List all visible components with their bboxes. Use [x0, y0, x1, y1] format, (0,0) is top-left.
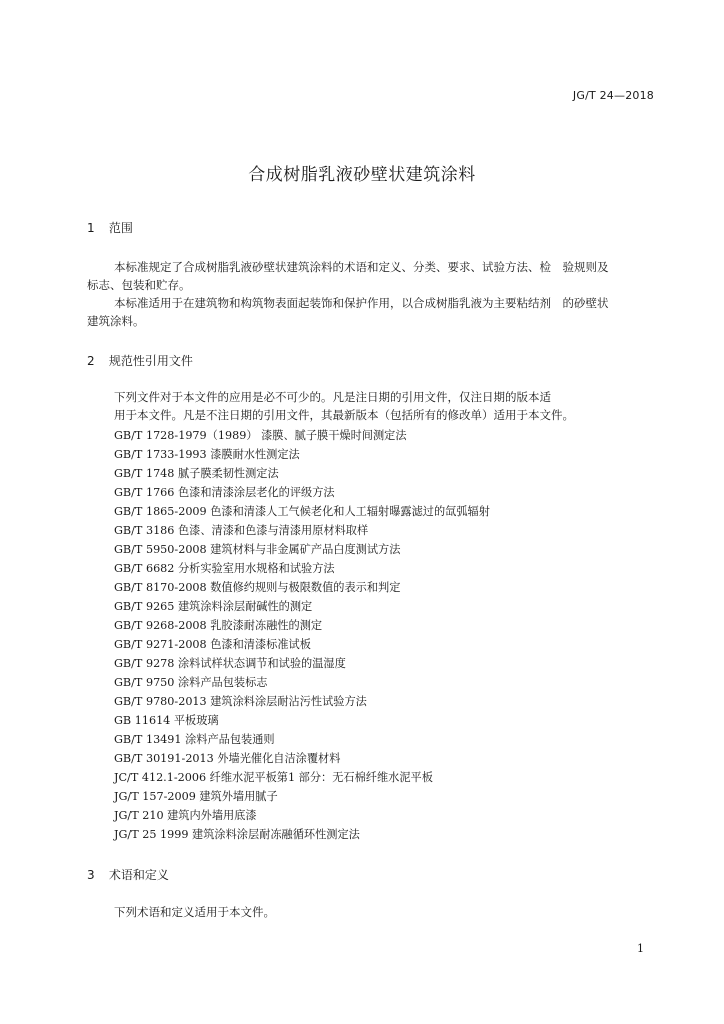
reference-item: GB/T 9780-2013 建筑涂料涂层耐沾污性试验方法: [114, 695, 367, 708]
text-line: 下列术语和定义适用于本文件。: [114, 905, 275, 919]
document-title: 合成树脂乳液砂壁状建筑涂料: [248, 165, 476, 185]
section-1-heading: [87, 219, 133, 236]
reference-item: JC/T 412.1-2006 纤维水泥平板第1 部分：无石棉纤维水泥平板: [114, 771, 433, 784]
text-line: 本标准规定了合成树脂乳液砂壁状建筑涂料的术语和定义、分类、要求、试验方法、检 验规则及: [114, 260, 609, 274]
reference-item: GB/T 1766 色漆和清漆涂层老化的评级方法: [114, 486, 335, 499]
reference-item: GB/T 6682 分析实验室用水规格和试验方法: [114, 562, 335, 575]
section-title: 规范性引用文件: [108, 354, 193, 368]
reference-item: GB/T 1865-2009 色漆和清漆人工气候老化和人工辐射曝露滤过的氙弧辐射: [114, 505, 490, 518]
section-title: 术语和定义: [108, 868, 169, 882]
standard-code: JG/T 24—2018: [572, 89, 654, 102]
reference-list: [114, 426, 490, 844]
reference-item: GB/T 1728-1979（1989） 漆膜、腻子膜干燥时间测定法: [114, 429, 407, 442]
reference-item: GB/T 8170-2008 数值修约规则与极限数值的表示和判定: [114, 581, 401, 594]
reference-item: GB/T 5950-2008 建筑材料与非金属矿产品白度测试方法: [114, 543, 401, 556]
reference-item: GB/T 9271-2008 色漆和清漆标准试板: [114, 638, 311, 651]
reference-item: GB/T 30191-2013 外墙光催化自洁涂覆材料: [114, 752, 341, 765]
reference-item: GB/T 1733-1993 漆膜耐水性测定法: [114, 448, 300, 461]
section-number: 2: [87, 354, 95, 368]
reference-item: GB/T 1748 腻子膜柔韧性测定法: [114, 467, 279, 480]
scope-paragraph-2: [87, 294, 609, 330]
reference-item: GB/T 13491 涂料产品包装通则: [114, 733, 275, 746]
terms-intro: [114, 903, 275, 921]
section-number: 3: [87, 868, 95, 882]
text-line: 标志、包装和贮存。: [87, 278, 191, 292]
page-number: 1: [637, 942, 644, 955]
scope-paragraph-1: [87, 258, 609, 294]
reference-item: GB/T 9750 涂料产品包装标志: [114, 676, 268, 689]
section-title: 范围: [108, 221, 133, 235]
text-line: 用于本文件。凡是不注日期的引用文件，其最新版本（包括所有的修改单）适用于本文件。: [114, 408, 574, 422]
reference-item: GB 11614 平板玻璃: [114, 714, 219, 727]
text-line: 建筑涂料。: [87, 314, 145, 328]
reference-item: GB/T 9278 涂料试样状态调节和试验的温湿度: [114, 657, 346, 670]
section-2-heading: [87, 352, 193, 369]
section-3-heading: [87, 866, 169, 883]
text-line: 下列文件对于本文件的应用是必不可少的。凡是注日期的引用文件，仅注日期的版本适: [114, 390, 551, 404]
section-number: 1: [87, 221, 95, 235]
references-intro: [114, 388, 574, 424]
text-line: 本标准适用于在建筑物和构筑物表面起装饰和保护作用，以合成树脂乳液为主要粘结剂 的砂壁状: [114, 296, 609, 310]
reference-item: GB/T 3186 色漆、清漆和色漆与清漆用原材料取样: [114, 524, 369, 537]
reference-item: JG/T 210 建筑内外墙用底漆: [114, 809, 257, 822]
reference-item: GB/T 9265 建筑涂料涂层耐碱性的测定: [114, 600, 313, 613]
reference-item: JG/T 25 1999 建筑涂料涂层耐冻融循环性测定法: [114, 828, 360, 841]
reference-item: JG/T 157-2009 建筑外墙用腻子: [114, 790, 278, 803]
reference-item: GB/T 9268-2008 乳胶漆耐冻融性的测定: [114, 619, 323, 632]
